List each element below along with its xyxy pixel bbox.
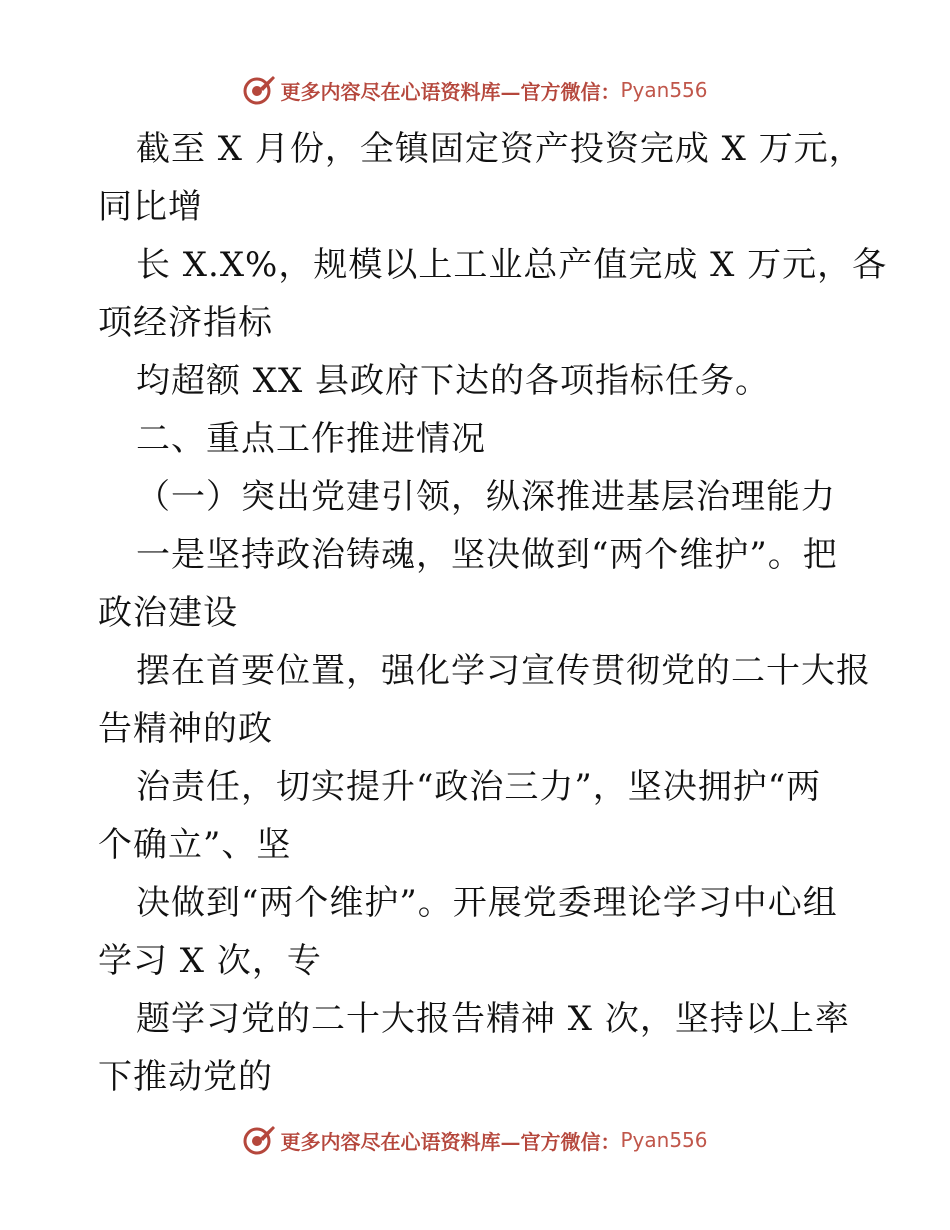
banner-contact: Pyan556 bbox=[620, 78, 708, 102]
header-banner bbox=[0, 70, 950, 110]
text-line: 学习 X 次，专 bbox=[98, 941, 322, 981]
text-line: 一是坚持政治铸魂，坚决做到“两个维护”。把 bbox=[136, 535, 838, 575]
text-line: 告精神的政 bbox=[98, 709, 273, 749]
banner-text: 更多内容尽在心语资料库—官方微信： bbox=[280, 79, 621, 104]
text-line: 决做到“两个维护”。开展党委理论学习中心组 bbox=[136, 883, 838, 923]
banner-text: 更多内容尽在心语资料库—官方微信： bbox=[280, 1129, 621, 1154]
pen-logo-icon bbox=[242, 1123, 276, 1157]
text-line: 个确立”、坚 bbox=[98, 825, 292, 865]
text-line: 政治建设 bbox=[98, 593, 238, 633]
text-line: 项经济指标 bbox=[98, 303, 273, 343]
text-line: 二、重点工作推进情况 bbox=[136, 419, 486, 459]
text-line: 下推动党的 bbox=[98, 1057, 273, 1097]
banner-contact: Pyan556 bbox=[620, 1128, 708, 1152]
footer-banner bbox=[0, 1120, 950, 1160]
document-body bbox=[98, 120, 888, 1106]
text-line: 题学习党的二十大报告精神 X 次，坚持以上率 bbox=[136, 999, 850, 1039]
text-line: 截至 X 月份，全镇固定资产投资完成 X 万元， bbox=[136, 129, 864, 169]
pen-logo-icon bbox=[242, 73, 276, 107]
text-line: （一）突出党建引领，纵深推进基层治理能力 bbox=[136, 477, 836, 517]
text-line: 长 X.X%，规模以上工业总产值完成 X 万元，各 bbox=[136, 245, 888, 285]
text-line: 治责任，切实提升“政治三力”，坚决拥护“两 bbox=[136, 767, 822, 807]
text-line: 均超额 XX 县政府下达的各项指标任务。 bbox=[136, 361, 771, 401]
text-line: 同比增 bbox=[98, 187, 203, 227]
text-line: 摆在首要位置，强化学习宣传贯彻党的二十大报 bbox=[136, 651, 871, 691]
